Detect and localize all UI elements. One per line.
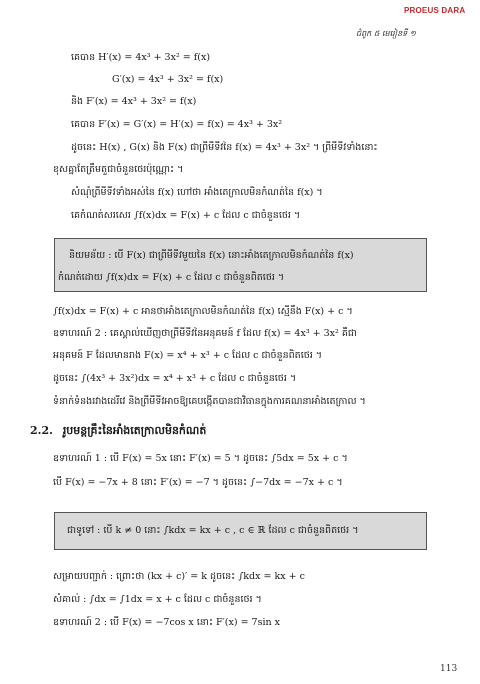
general-box (54, 512, 427, 550)
proof-line: សម្រាយបញ្ជាក់ : ព្រោះថា (kx + c)′ = k ដូចនេះ ∫kdx = kx + c (53, 571, 305, 582)
note-line: សំគាល់ : ∫dx = ∫1dx = x + c ដែល c ជាចំនួនថេរ ។ (53, 594, 262, 605)
example-line: ឧទាហរណ៍ 1 : បើ F(x) = 5x នោះ F′(x) = 5 ។ ដូចនេះ ∫5dx = 5x + c ។ (53, 453, 348, 464)
text-line: អនុគមន៍ F ដែលមានរាង F(x) = x⁴ + x³ + c ដែល c ជាចំនួនពិតថេរ ។ (53, 350, 323, 361)
page-number: 113 (440, 664, 458, 674)
definition-line: និយមន័យ : បើ F(x) ជាព្រីមីទីវមួយនៃ f(x) នោះអាំងតេក្រាលមិនកំណត់នៃ f(x) (69, 250, 354, 261)
section-number: 2.2. (30, 424, 53, 437)
definition-box (54, 238, 427, 292)
section-title: រូបមន្តគ្រឹះនៃអាំងតេក្រាលមិនកំណត់ (62, 424, 207, 437)
chapter-header: ជំពូក ៥ មេរៀនទី ១ (356, 29, 416, 38)
text-line: ឧទាហរណ៍ 2 : គេស្គាល់ឃើញថាព្រីមីទីវនៃអនុគមន៍ f ដែល f(x) = 4x³ + 3x² គឺជា (53, 328, 357, 339)
example-line: បើ F(x) = −7x + 8 នោះ F′(x) = −7 ។ ដូចនេះ ∫−7dx = −7x + c ។ (53, 477, 343, 488)
text-line: ខុសគ្នាតែត្រឹមតួជាចំនួនថេរប៉ុណ្ណោះ ។ (53, 164, 184, 175)
text-line: គេបាន F′(x) = G′(x) = H′(x) = f(x) = 4x³ + 3x² (71, 119, 283, 130)
definition-line: កំណត់ដោយ ∫f(x)dx = F(x) + c ដែល c ជាចំនួនពិតថេរ ។ (58, 272, 285, 283)
text-line: ទំនាក់ទំនងរវាងដេរីវេ និងព្រីមីទីវអាចឱ្យគេបង្កើតបានជាវិធានក្នុងការគណនាអាំងតេក្រាល ។ (53, 396, 366, 407)
text-line: គេបាន H′(x) = 4x³ + 3x² = f(x) (71, 52, 211, 63)
text-line: ដូចនេះ ∫(4x³ + 3x²)dx = x⁴ + x³ + c ដែល c ជាចំនួនថេរ ។ (53, 373, 297, 384)
brand-label: PROEUS DARA (404, 6, 466, 15)
general-line: ជាទូទៅ : បើ k ≠ 0 នោះ ∫kdx = kx + c , c ∈ ℝ ដែល c ជាចំនួនពិតថេរ ។ (67, 525, 359, 536)
text-line: និង F′(x) = 4x³ + 3x² = f(x) (71, 96, 197, 107)
text-line: សំណុំព្រីមីទីវទាំងអស់នៃ f(x) ហៅថា អាំងតេក្រាលមិនកំណត់នៃ f(x) ។ (71, 187, 323, 198)
section-heading (30, 424, 206, 440)
text-line: ∫f(x)dx = F(x) + c អានថាអាំងតេក្រាលមិនកំណត់នៃ f(x) ស្មើនឹង F(x) + c ។ (53, 306, 353, 317)
text-line: គេកំណត់សរសេរ ∫f(x)dx = F(x) + c ដែល c ជាចំនួនថេរ ។ (71, 210, 301, 221)
text-line: G′(x) = 4x³ + 3x² = f(x) (112, 74, 224, 85)
text-line: ដូចនេះ H(x) , G(x) និង F(x) ជាព្រីមីទីវនៃ f(x) = 4x³ + 3x² ។ ព្រីមីទីវទាំងនោះ (71, 142, 378, 153)
example-line: ឧទាហរណ៍ 2 : បើ F(x) = −7cos x នោះ F′(x) = 7sin x (53, 617, 281, 628)
